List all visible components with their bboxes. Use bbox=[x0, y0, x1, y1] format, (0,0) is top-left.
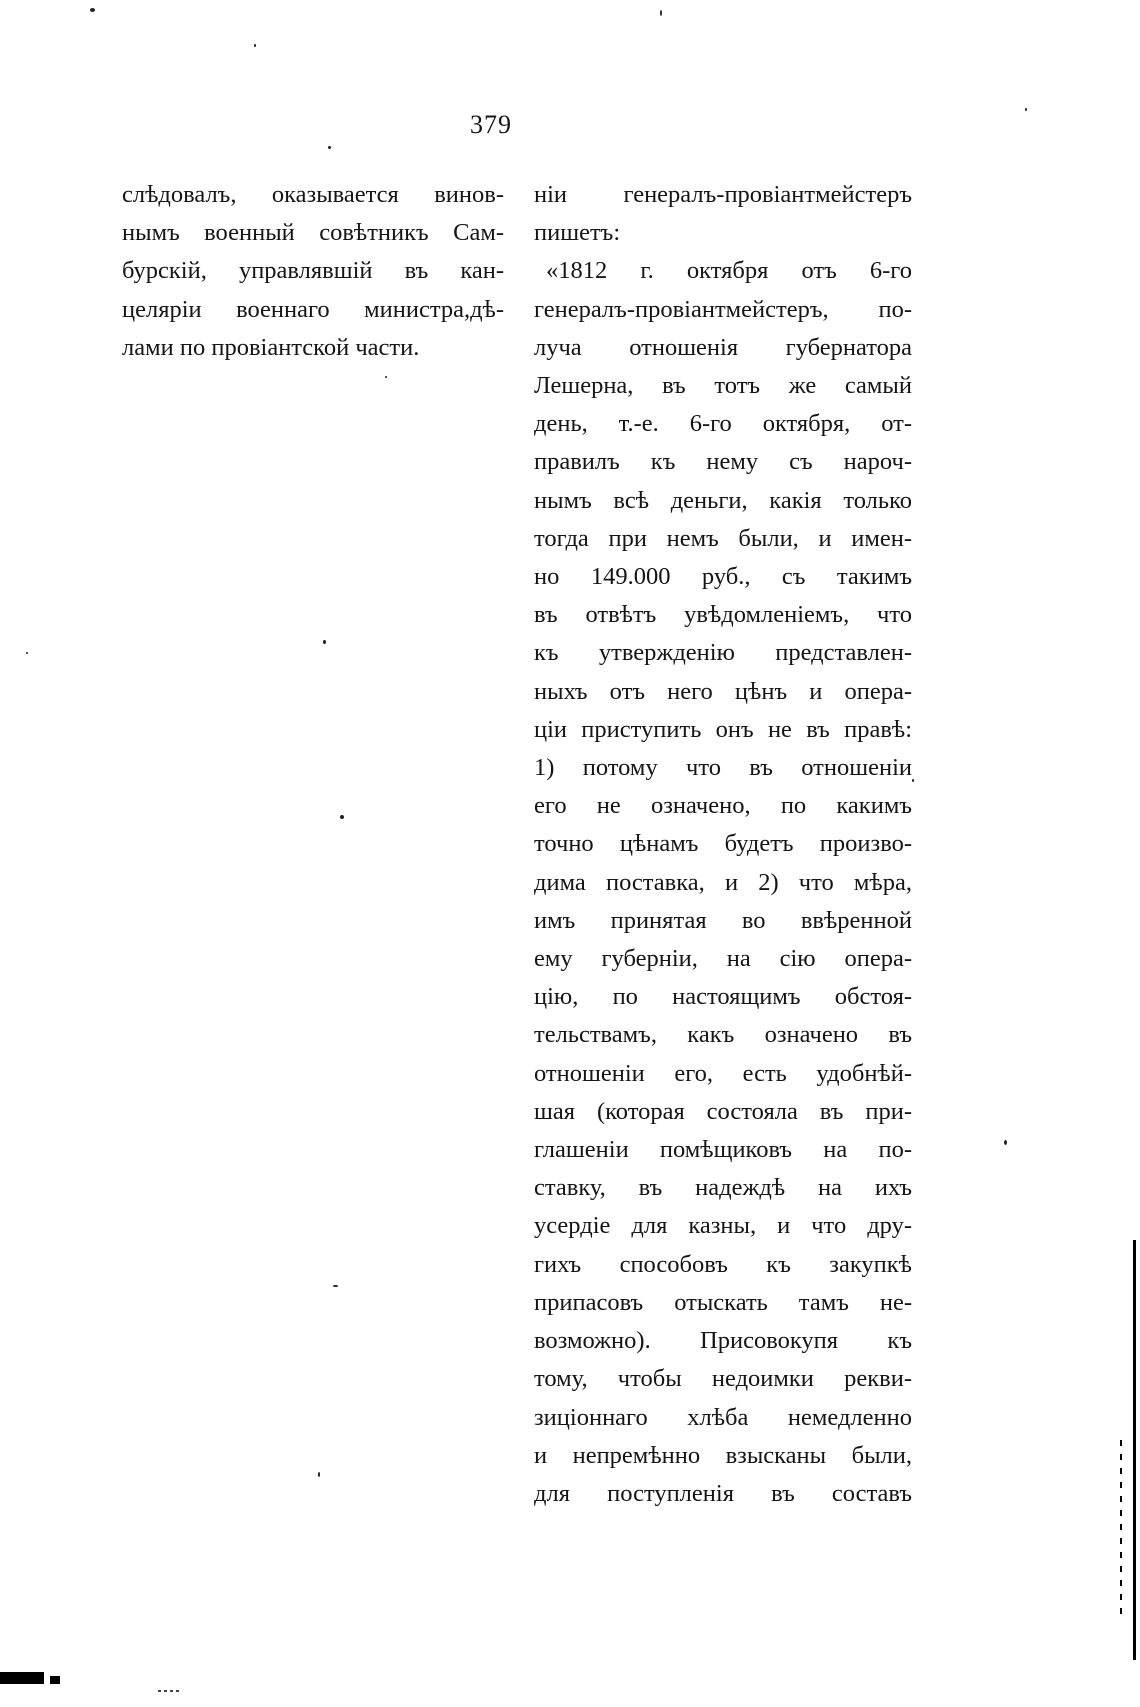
scan-speck bbox=[385, 376, 387, 378]
text-line: припасовъ отыскать тамъ не- bbox=[534, 1288, 912, 1316]
text-line: тому, чтобы недоимки рекви- bbox=[534, 1365, 912, 1393]
scan-blot bbox=[50, 1676, 60, 1684]
scan-speck bbox=[328, 146, 331, 149]
text-line: возможно). Присовокупя къ bbox=[534, 1327, 912, 1355]
text-line: но 149.000 руб., съ такимъ bbox=[534, 563, 912, 591]
scan-speck bbox=[26, 652, 28, 654]
scan-speck bbox=[340, 815, 344, 819]
left-column bbox=[122, 176, 504, 367]
scan-blot bbox=[0, 1672, 44, 1684]
text-line: въ отвѣтъ увѣдомленіемъ, что bbox=[534, 601, 912, 629]
text-line: усердіе для казны, и что дру- bbox=[534, 1212, 912, 1240]
text-line: тогда при немъ были, и имен- bbox=[534, 524, 912, 552]
scan-speck bbox=[323, 640, 326, 644]
text-line: отношеніи его, есть удобнѣй- bbox=[534, 1059, 912, 1087]
scan-speck bbox=[660, 10, 662, 16]
text-line: нымъ всѣ деньги, какія только bbox=[534, 486, 912, 514]
page-number: 379 bbox=[470, 110, 512, 139]
text-line: для поступленія въ составъ bbox=[534, 1479, 912, 1507]
text-line: генералъ-провіантмейстеръ, по- bbox=[534, 295, 912, 323]
text-line: его не означено, по какимъ bbox=[534, 792, 912, 820]
text-line: день, т.-е. 6-го октября, от- bbox=[534, 410, 912, 438]
text-line: ему губерніи, на сію опера- bbox=[534, 945, 912, 973]
text-line: зиціоннаго хлѣба немедленно bbox=[534, 1403, 912, 1431]
text-line: точно цѣнамъ будетъ произво- bbox=[534, 830, 912, 858]
scan-speck bbox=[90, 8, 95, 12]
text-line: правилъ къ нему съ нароч- bbox=[534, 448, 912, 476]
text-line: дима поставка, и 2) что мѣра, bbox=[534, 868, 912, 896]
scan-speck bbox=[1004, 1140, 1007, 1145]
text-line: къ утвержденію представлен- bbox=[534, 639, 912, 667]
right-column bbox=[534, 176, 912, 1513]
text-line: имъ принятая во ввѣренной bbox=[534, 906, 912, 934]
text-line: слѣдовалъ, оказывается винов- bbox=[122, 181, 504, 208]
text-line: и непремѣнно взысканы были, bbox=[534, 1441, 912, 1469]
text-line: 1) потому что въ отношеніи bbox=[534, 754, 912, 782]
text-line: нымъ военный совѣтникъ Сам- bbox=[122, 219, 504, 247]
scan-speck bbox=[912, 779, 914, 782]
text-line: «1812 г. октября отъ 6-го bbox=[546, 257, 912, 285]
text-line: шая (которая состояла въ при- bbox=[534, 1097, 912, 1125]
text-line: луча отношенія губернатора bbox=[534, 333, 912, 361]
text-line: тельствамъ, какъ означено въ bbox=[534, 1021, 912, 1049]
scan-speck bbox=[254, 44, 256, 47]
text-line: ныхъ отъ него цѣнъ и опера- bbox=[534, 677, 912, 705]
text-line: ніи генералъ-провіантмейстеръ bbox=[534, 181, 912, 208]
scan-dash bbox=[158, 1690, 182, 1692]
text-line: гихъ способовъ къ закупкѣ bbox=[534, 1250, 912, 1278]
text-line: ставку, въ надеждѣ на ихъ bbox=[534, 1174, 912, 1202]
text-line: целяріи военнаго министра,дѣ- bbox=[122, 295, 504, 323]
text-line: Лешерна, въ тотъ же самый bbox=[534, 372, 912, 400]
text-line: лами по провіантской части. bbox=[122, 333, 420, 361]
text-line: глашеніи помѣщиковъ на по- bbox=[534, 1136, 912, 1164]
text-line: ціи приступить онъ не въ правѣ: bbox=[534, 715, 912, 743]
text-line: бурскій, управлявшій въ кан- bbox=[122, 257, 504, 285]
text-line: пишетъ: bbox=[534, 219, 621, 247]
scan-speck bbox=[1025, 108, 1027, 111]
scan-speck bbox=[318, 1472, 320, 1477]
scan-edge-bar bbox=[1120, 1440, 1122, 1620]
scan-speck bbox=[333, 1285, 338, 1287]
text-line: цію, по настоящимъ обстоя- bbox=[534, 983, 912, 1011]
scan-edge-bar bbox=[1133, 1240, 1136, 1660]
